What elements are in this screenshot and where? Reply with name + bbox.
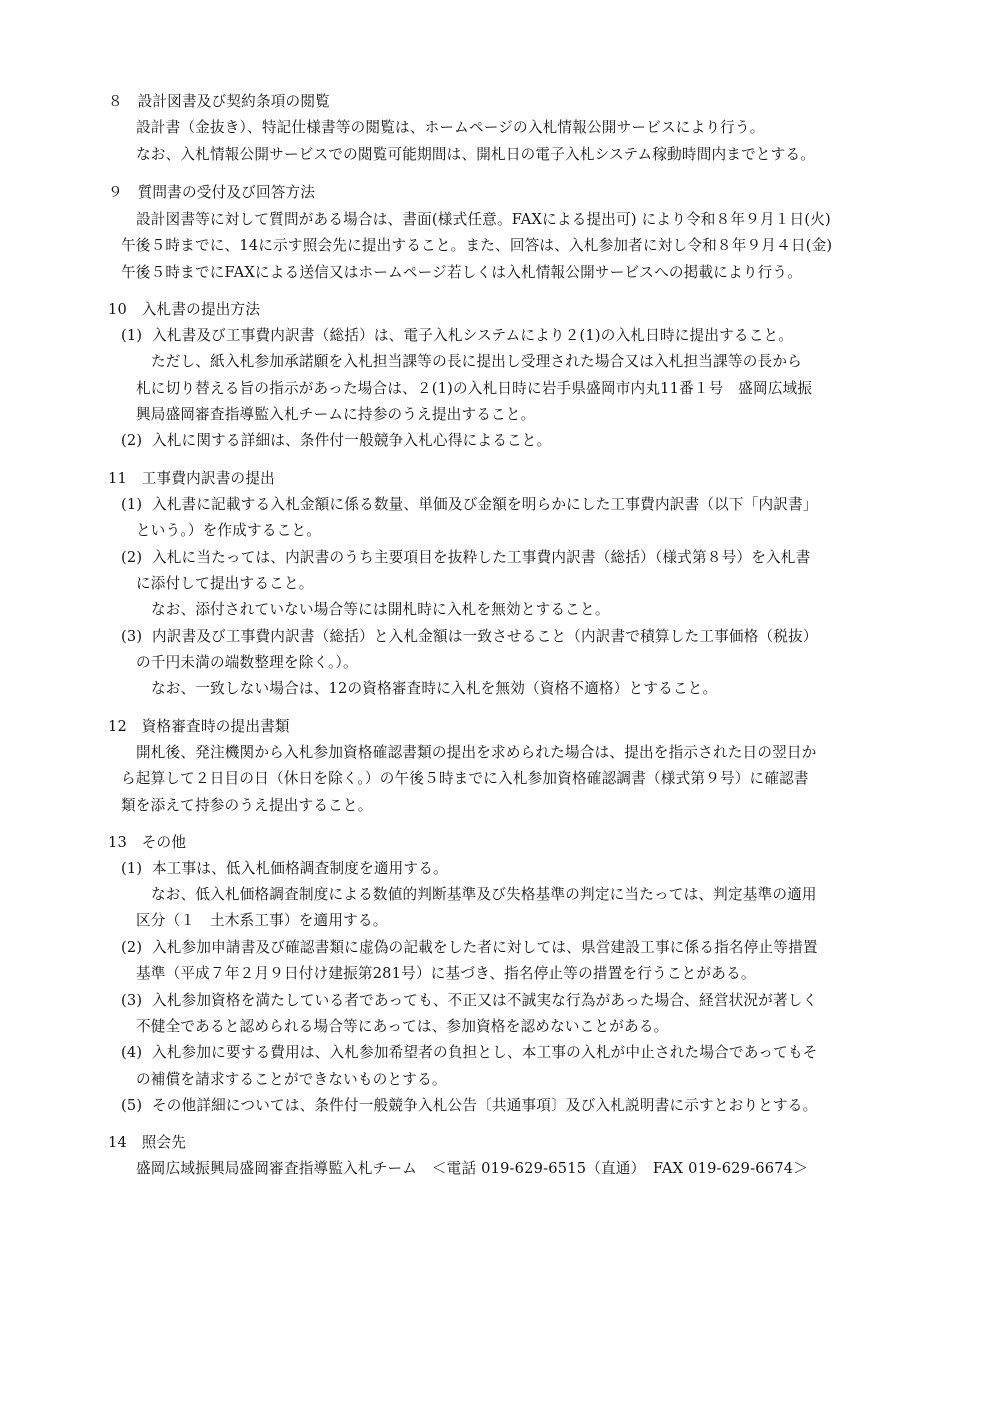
section-10-item: (2) 入札に関する詳細は、条件付一般競争入札心得によること。 bbox=[121, 432, 552, 449]
contact-line: 盛岡広域振興局盛岡審査指導監入札チーム ＜電話 019-629-6515（直通） FAX 019-629-6674＞ bbox=[136, 1160, 809, 1177]
section-11-item: (3) 内訳書及び工事費内訳書（総括）と入札金額は一致させること（内訳書で積算した工事価格（税抜） bbox=[121, 628, 818, 645]
section-8-heading: ８ 設計図書及び契約条項の閲覧 bbox=[108, 93, 330, 110]
section-9-heading: ９ 質問書の受付及び回答方法 bbox=[108, 184, 316, 201]
section-9-line: 設計図書等に対して質問がある場合は、書面(様式任意。FAXによる提出可) により令和８年９月１日(火) bbox=[136, 211, 831, 228]
section-13-line: の補償を請求することができないものとする。 bbox=[136, 1071, 447, 1088]
section-11-item: (1) 入札書に記載する入札金額に係る数量、単価及び金額を明らかにした工事費内訳書（以下「内訳書」 bbox=[121, 496, 818, 513]
section-11-item: (2) 入札に当たっては、内訳書のうち主要項目を抜粋した工事費内訳書（総括）（様式第８号）を入札書 bbox=[121, 549, 811, 566]
section-13-item: (5) その他詳細については、条件付一般競争入札公告〔共通事項〕及び入札説明書に示すとおりとする。 bbox=[121, 1097, 818, 1114]
section-12-line: ら起算して２日目の日（休日を除く。）の午後５時までに入札参加資格確認調書（様式第９号）に確認書 bbox=[121, 770, 809, 787]
section-13-line: 区分（１ 土木系工事）を適用する。 bbox=[136, 912, 388, 929]
section-13-item: (4) 入札参加に要する費用は、入札参加希望者の負担とし、本工事の入札が中止された場合であってもそ bbox=[121, 1044, 818, 1061]
section-10-item: (1) 入札書及び工事費内訳書（総括）は、電子入札システムにより２(1)の入札日時に提出すること。 bbox=[121, 327, 794, 344]
section-13-line: 基準（平成７年２月９日付け建振第281号）に基づき、指名停止等の措置を行うことがある。 bbox=[136, 965, 756, 982]
section-11-heading: 11 工事費内訳書の提出 bbox=[108, 470, 275, 487]
section-11-line: の千円未満の端数整理を除く。）。 bbox=[136, 654, 358, 671]
section-12-line: 類を添えて持参のうえ提出すること。 bbox=[121, 797, 373, 814]
section-13-item: (3) 入札参加資格を満たしている者であっても、不正又は不誠実な行為があった場合、経営状況が著しく bbox=[121, 992, 818, 1009]
section-9-line: 午後５時までに、14に示す照会先に提出すること。また、回答は、入札参加者に対し令和８年９月４日(金) bbox=[121, 237, 833, 254]
section-11-line: に添付して提出すること。 bbox=[136, 575, 314, 592]
section-9-line: 午後５時までにFAXによる送信又はホームページ若しくは入札情報公開サービスへの掲載により行う。 bbox=[121, 264, 803, 281]
section-8-line: なお、入札情報公開サービスでの閲覧可能期間は、開札日の電子入札システム稼動時間内までとする。 bbox=[136, 146, 816, 163]
section-11-line: なお、一致しない場合は、12の資格審査時に入札を無効（資格不適格）とすること。 bbox=[151, 680, 718, 697]
section-12-line: 開札後、発注機関から入札参加資格確認書類の提出を求められた場合は、提出を指示された日の翌日か bbox=[136, 744, 817, 761]
section-14-heading: 14 照会先 bbox=[108, 1134, 187, 1151]
section-13-item: (2) 入札参加申請書及び確認書類に虚偽の記載をした者に対しては、県営建設工事に係る指名停止等措置 bbox=[121, 939, 818, 956]
section-10-line: 札に切り替える旨の指示があった場合は、２(1)の入札日時に岩手県盛岡市内丸11番１号 盛岡広域振 bbox=[136, 380, 813, 397]
section-11-line: という。）を作成すること。 bbox=[136, 522, 322, 539]
section-10-line: ただし、紙入札参加承諾願を入札担当課等の長に提出し受理された場合又は入札担当課等の長から bbox=[151, 353, 802, 370]
section-13-item: (1) 本工事は、低入札価格調査制度を適用する。 bbox=[121, 860, 448, 877]
section-10-line: 興局盛岡審査指導監入札チームに持参のうえ提出すること。 bbox=[136, 406, 536, 423]
section-10-heading: 10 入札書の提出方法 bbox=[108, 301, 261, 318]
section-13-line: 不健全であると認められる場合等にあっては、参加資格を認めないことがある。 bbox=[136, 1018, 669, 1035]
section-13-line: なお、低入札価格調査制度による数値的判断基準及び失格基準の判定に当たっては、判定基準の適用 bbox=[151, 886, 817, 903]
section-12-heading: 12 資格審査時の提出書類 bbox=[108, 718, 290, 735]
section-13-heading: 13 その他 bbox=[108, 834, 187, 851]
section-8-line: 設計書（金抜き）、特記仕様書等の閲覧は、ホームページの入札情報公開サービスにより行う。 bbox=[136, 119, 765, 136]
section-11-line: なお、添付されていない場合等には開札時に入札を無効とすること。 bbox=[151, 601, 610, 618]
